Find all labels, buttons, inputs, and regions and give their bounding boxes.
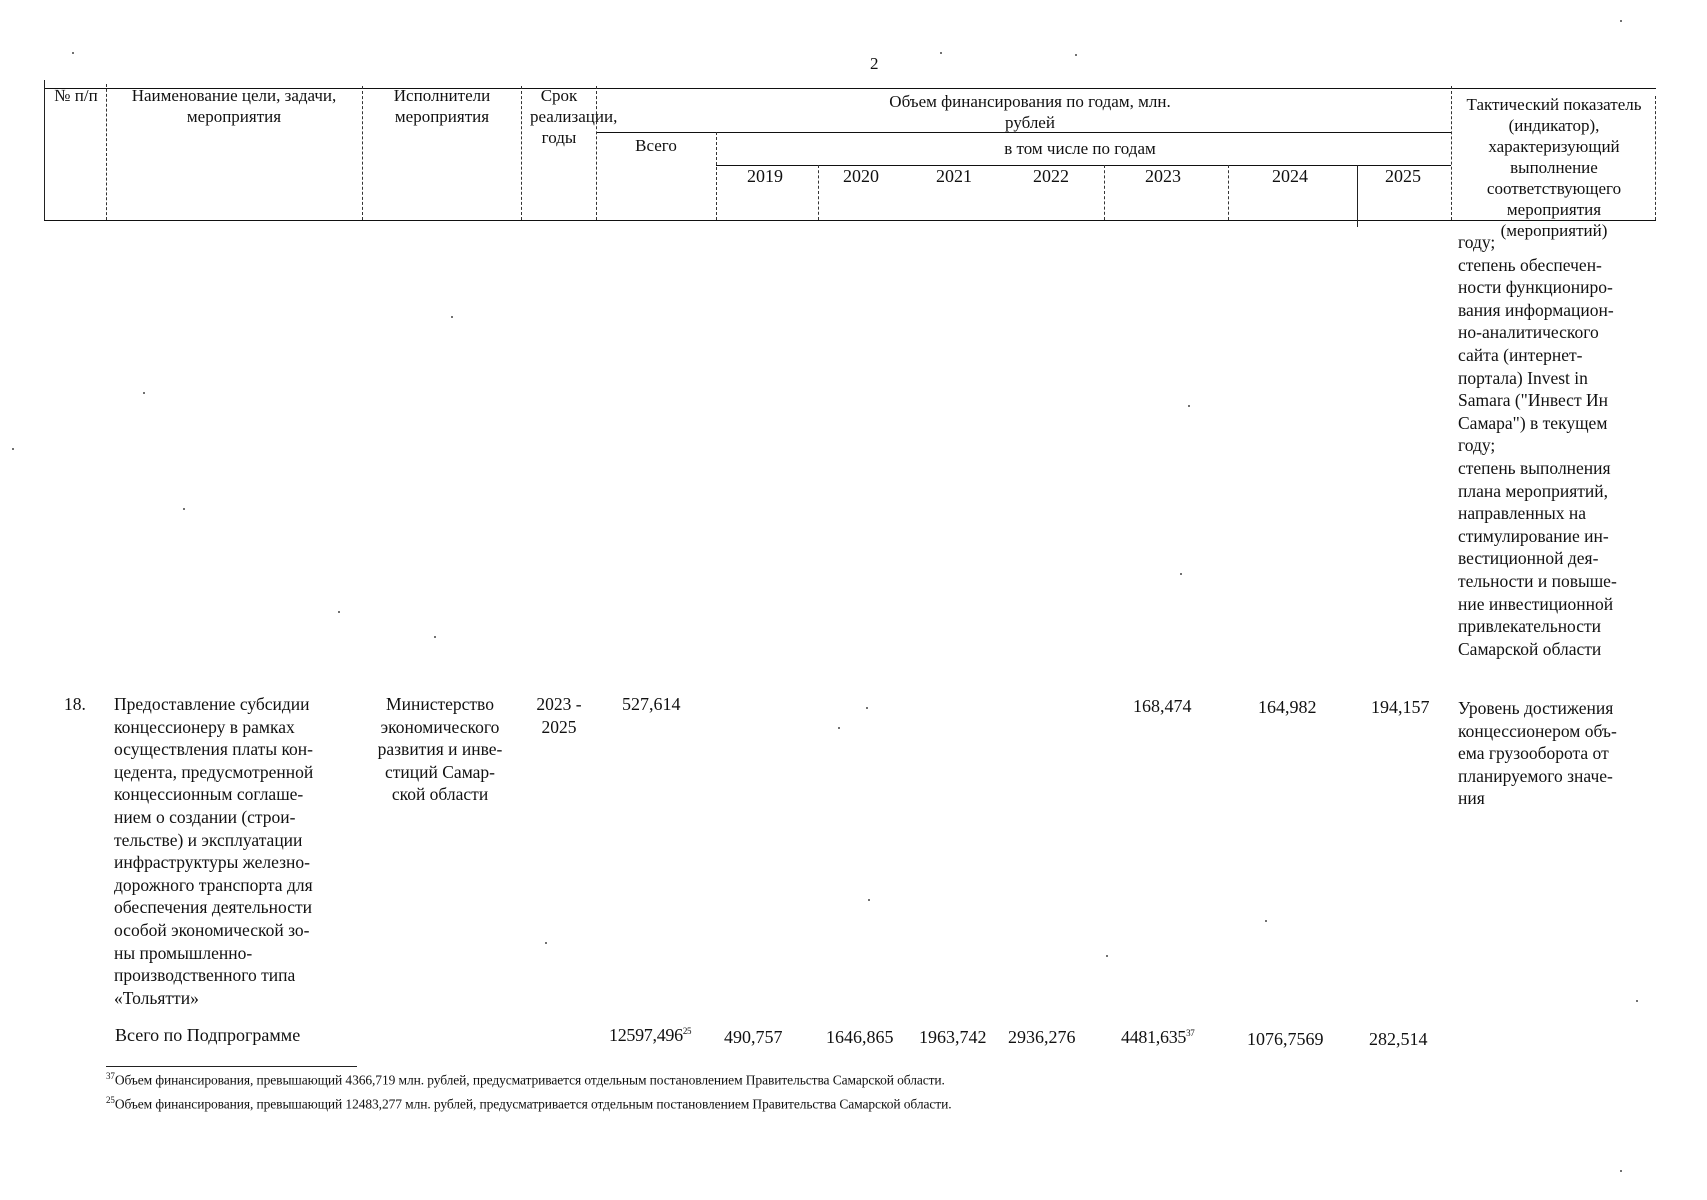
header-indicator: Тактический показатель (индикатор), характеризующий выполнение соответствующего мероприятия (мероприятий)	[1466, 95, 1642, 240]
year-2020: 2020	[843, 166, 879, 186]
total-2023-value: 4481,635	[1121, 1027, 1187, 1047]
executor-line: Министерство	[386, 694, 494, 714]
indicator-line: стимулирование ин-	[1458, 525, 1609, 546]
col-divider	[362, 86, 363, 220]
total-2025: 282,514	[1369, 1029, 1428, 1049]
name-line: осуществления платы кон-	[114, 739, 314, 760]
header-name: Наименование цели, задачи, мероприятия	[131, 86, 337, 126]
header-executor: Исполнители мероприятия	[393, 86, 491, 126]
indicator-line: степень обеспечен-	[1458, 254, 1602, 275]
footnote-mark: 25	[106, 1095, 115, 1105]
col-divider	[1104, 165, 1105, 220]
footnote-text: Объем финансирования, превышающий 4366,719 млн. рублей, предусматривается отдельным постановлением Правительства Самарской области.	[114, 1072, 945, 1088]
row-period	[528, 693, 590, 738]
indicator-line: ности функциониро-	[1458, 277, 1613, 298]
col-divider	[106, 84, 107, 220]
row-executor	[364, 693, 516, 806]
total-2024: 1076,7569	[1247, 1029, 1324, 1049]
continued-indicator	[1458, 231, 1648, 660]
indicator-line: году;	[1458, 435, 1496, 456]
col-divider	[818, 165, 819, 220]
header-period: Срок реализации, годы	[530, 86, 618, 147]
total-2023	[1121, 1027, 1195, 1048]
total-2020: 1646,865	[826, 1027, 894, 1047]
col-divider	[1357, 165, 1358, 227]
year-2025: 2025	[1385, 166, 1421, 186]
indicator-line: концессионером объ-	[1458, 720, 1617, 741]
footnote-mark: 25	[682, 1026, 692, 1036]
executor-line: экономического	[380, 716, 500, 737]
row-2023: 168,474	[1133, 696, 1192, 716]
name-line: тельстве) и эксплуатации	[114, 829, 303, 850]
indicator-line: Самарской области	[1458, 638, 1602, 659]
row-total: 527,614	[622, 694, 681, 714]
total-2022: 2936,276	[1008, 1027, 1076, 1047]
indicator-line: плана мероприятий,	[1458, 480, 1608, 501]
years-subrule	[716, 165, 1451, 166]
executor-line: ской области	[391, 784, 489, 805]
footnote-1	[106, 1071, 945, 1089]
indicator-line: ние инвестиционной	[1458, 593, 1614, 614]
col-divider	[1451, 86, 1452, 220]
indicator-line: планируемого значе-	[1458, 765, 1613, 786]
indicator-line: портала) Invest in	[1458, 367, 1588, 388]
col-divider	[716, 132, 717, 220]
indicator-line: Samara ("Инвест Ин	[1458, 390, 1608, 411]
name-line: концессионеру в рамках	[114, 716, 295, 737]
footnote-mark: 37	[106, 1071, 115, 1081]
header-bottom-rule	[44, 220, 1656, 221]
page-number: 2	[870, 54, 879, 73]
indicator-line: ема грузооборота от	[1458, 743, 1609, 764]
name-line: Предоставление субсидии	[114, 694, 310, 714]
year-2024: 2024	[1272, 166, 1308, 186]
indicator-line: степень выполнения	[1458, 457, 1611, 478]
total-2019: 490,757	[724, 1027, 783, 1047]
indicator-line: Уровень достижения	[1458, 698, 1614, 718]
period-line: 2023 -	[536, 694, 582, 714]
indicator-line: году;	[1458, 232, 1496, 252]
indicator-line: вания информацион-	[1458, 299, 1614, 320]
footnote-mark: 37	[1186, 1028, 1195, 1038]
header-num: № п/п	[54, 86, 98, 105]
header-total: Всего	[635, 136, 677, 155]
total-sum	[609, 1025, 691, 1046]
year-2022: 2022	[1033, 166, 1069, 186]
footnote-rule	[106, 1066, 357, 1067]
name-line: особой экономической зо-	[114, 919, 310, 940]
name-line: цедента, предусмотренной	[114, 761, 314, 782]
row-indicator	[1458, 697, 1648, 810]
name-line: нием о создании (строи-	[114, 806, 296, 827]
indicator-line: вестиционной дея-	[1458, 548, 1599, 569]
name-line: «Тольятти»	[114, 987, 199, 1008]
col-divider	[44, 80, 45, 220]
executor-line: развития и инве-	[377, 739, 503, 760]
row-name	[114, 693, 353, 1009]
name-line: дорожного транспорта для	[114, 874, 313, 895]
total-sum-value: 12597,496	[609, 1025, 683, 1045]
name-line: инфраструктуры железно-	[114, 852, 311, 873]
name-line: производственного типа	[114, 965, 296, 986]
year-2019: 2019	[747, 166, 783, 186]
col-divider	[521, 86, 522, 220]
footnote-text: Объем финансирования, превышающий 12483,277 млн. рублей, предусматривается отдельным постановлением Правительства Самарской области.	[114, 1096, 952, 1112]
row-number: 18.	[64, 694, 86, 714]
col-divider	[1655, 96, 1656, 220]
col-divider	[1228, 165, 1229, 220]
period-line: 2025	[541, 716, 577, 737]
name-line: обеспечения деятельности	[114, 897, 312, 918]
footnote-2	[106, 1095, 951, 1113]
executor-line: стиций Самар-	[385, 761, 495, 782]
total-label: Всего по Подпрограмме	[115, 1025, 301, 1045]
indicator-line: но-аналитического	[1458, 322, 1599, 343]
indicator-line: ния	[1458, 788, 1485, 809]
year-2021: 2021	[936, 166, 972, 186]
total-2021: 1963,742	[919, 1027, 987, 1047]
name-line: концессионным соглаше-	[114, 784, 304, 805]
indicator-line: привлекательности	[1458, 616, 1602, 637]
header-funding: Объем финансирования по годам, млн. рублей	[889, 92, 1171, 132]
indicator-line: направленных на	[1458, 503, 1587, 524]
row-2024: 164,982	[1258, 697, 1317, 717]
indicator-line: Самара") в текущем	[1458, 412, 1608, 433]
header-by-years: в том числе по годам	[1004, 139, 1156, 158]
name-line: ны промышленно-	[114, 942, 253, 963]
indicator-line: сайта (интернет-	[1458, 344, 1583, 365]
indicator-line: тельности и повыше-	[1458, 570, 1617, 591]
year-2023: 2023	[1145, 166, 1181, 186]
row-2025: 194,157	[1371, 697, 1430, 717]
